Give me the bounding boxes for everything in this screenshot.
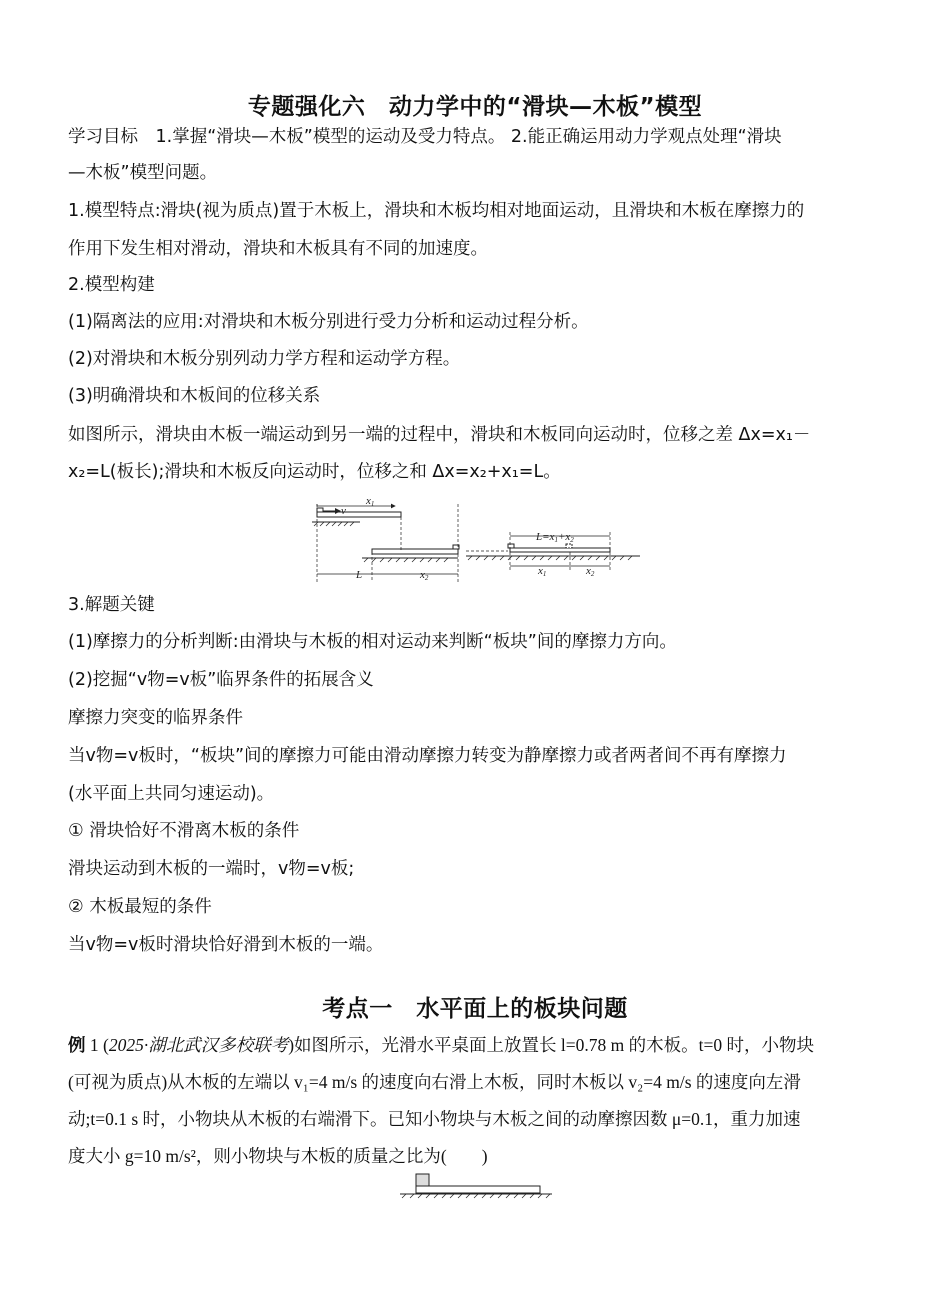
displacement-desc-line-2: x₂=L(板长);滑块和木板反向运动时，位移之和 Δx=x₂+x₁=L。 <box>68 462 561 482</box>
key-item-3: 摩擦力突变的临界条件 <box>68 708 243 728</box>
left-scene <box>312 504 459 582</box>
displacement-desc-line-1: 如图所示，滑块由木板一端运动到另一端的过程中，滑块和木板同向运动时，位移之差 Δx=x₁－ <box>68 425 811 445</box>
example-number: 1 ( <box>85 1035 109 1055</box>
learning-goals-line-2: —木板”模型问题。 <box>68 163 218 183</box>
model-build-item-2: (2)对滑块和木板分别列动力学方程和运动学方程。 <box>68 349 461 369</box>
key-item-6: ① 滑块恰好不滑离木板的条件 <box>68 821 300 841</box>
learning-goals-line-1 <box>68 124 888 150</box>
example-board-figure <box>396 1170 556 1200</box>
label-L-left: L <box>356 569 363 581</box>
example-line-4: 度大小 g=10 m/s²，则小物块与木板的质量之比为( ) <box>68 1146 488 1166</box>
example-label: 例 <box>68 1036 86 1056</box>
key-item-8: ② 木板最短的条件 <box>68 897 212 917</box>
model-build-heading: 2.模型构建 <box>68 275 155 295</box>
example-line-1 <box>68 1032 888 1059</box>
model-feature-line-2: 作用下发生相对滑动，滑块和木板具有不同的加速度。 <box>68 239 488 259</box>
label-v: v <box>341 505 346 517</box>
key-item-5: (水平面上共同匀速运动)。 <box>68 784 275 804</box>
learning-goals-label: 学习目标 <box>68 127 138 147</box>
label-L-eq: L=x1+x2 <box>536 531 574 544</box>
model-feature-line-1: 1.模型特点:滑块(视为质点)置于木板上，滑块和木板均相对地面运动，且滑块和木板在摩擦力的 <box>68 201 805 221</box>
page-title: 专题强化六 动力学中的“滑块—木板”模型 <box>247 94 703 120</box>
key-item-9: 当v物=v板时滑块恰好滑到木板的一端。 <box>68 935 384 955</box>
block-board-displacement-figure <box>300 496 650 588</box>
example-line-3: 动;t=0.1 s 时，小物块从木板的右端滑下。已知小物块与木板之间的动摩擦因数 μ=0.1，重力加速 <box>68 1109 801 1129</box>
key-item-4: 当v物=v板时，“板块”间的摩擦力可能由滑动摩擦力转变为静摩擦力或者两者间不再有摩擦力 <box>68 746 787 766</box>
key-item-1: (1)摩擦力的分析判断:由滑块与木板的相对运动来判断“板块”间的摩擦力方向。 <box>68 632 677 652</box>
key-item-2: (2)挖掘“v物=v板”临界条件的拓展含义 <box>68 670 374 690</box>
section-heading: 考点一 水平面上的板块问题 <box>322 996 628 1022</box>
example-source: 2025·湖北武汉多校联考 <box>108 1035 289 1055</box>
label-x2-left: x2 <box>420 569 429 582</box>
example-line-2: (可视为质点)从木板的左端以 v₁=4 m/s 的速度向右滑上木板，同时木板以 v₂=4 m/s 的速度向左滑 <box>68 1072 801 1092</box>
model-build-item-3: (3)明确滑块和木板间的位移关系 <box>68 386 321 406</box>
learning-goals-text-1: 1.掌握“滑块—木板”模型的运动及受力特点。 2.能正确运用动力学观点处理“滑块 <box>138 127 782 147</box>
model-build-item-1: (1)隔离法的应用:对滑块和木板分别进行受力分析和运动过程分析。 <box>68 312 589 332</box>
label-x1-left: x1 <box>366 496 375 508</box>
label-x2-right: x2 <box>586 565 595 578</box>
example-text-1: )如图所示，光滑水平桌面上放置长 l=0.78 m 的木板。t=0 时，小物块 <box>288 1035 814 1055</box>
key-item-7: 滑块运动到木板的一端时，v物=v板; <box>68 859 355 879</box>
key-heading: 3.解题关键 <box>68 595 155 615</box>
label-x1-right: x1 <box>538 565 547 578</box>
